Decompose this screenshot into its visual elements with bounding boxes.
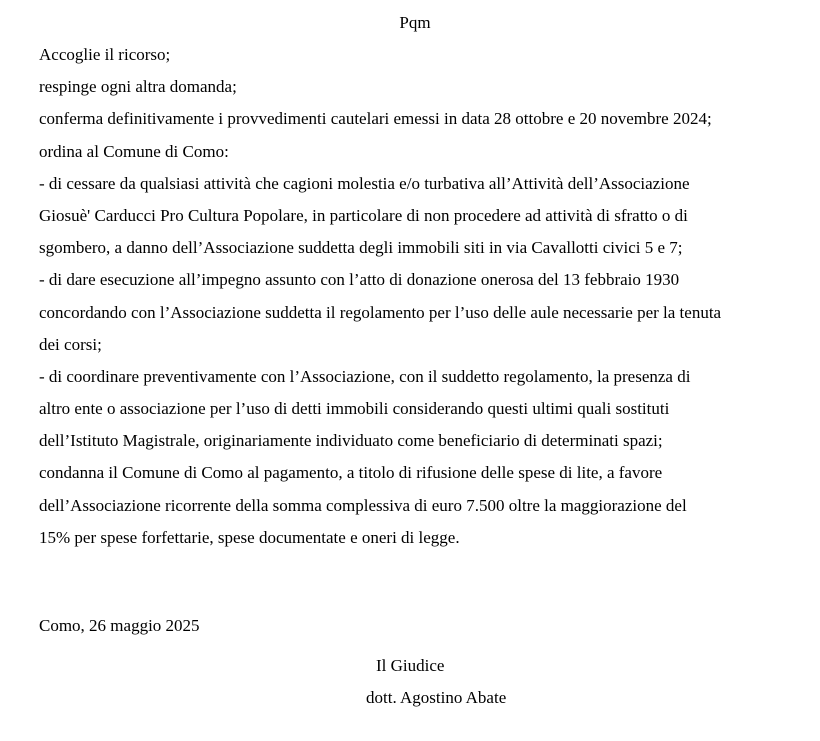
body-line: sgombero, a danno dell’Associazione suddetta degli immobili siti in via Cavallotti civici 5 e 7;: [39, 238, 683, 258]
body-line: - di cessare da qualsiasi attività che cagioni molestia e/o turbativa all’Attività dell’Associazione: [39, 173, 690, 193]
ruling-body: [39, 43, 809, 558]
place-date: Como, 26 maggio 2025: [39, 616, 200, 635]
body-line: conferma definitivamente i provvedimenti cautelari emessi in data 28 ottobre e 20 novembre 2024;: [39, 109, 712, 129]
body-line: ordina al Comune di Como:: [39, 141, 229, 161]
body-line: dell’Istituto Magistrale, originariamente individuato come beneficiario di determinati spazi;: [39, 431, 663, 451]
body-line: concordando con l’Associazione suddetta il regolamento per l’uso delle aule necessarie per la tenuta: [39, 302, 722, 322]
signature-name: dott. Agostino Abate: [366, 688, 507, 707]
body-line: - di dare esecuzione all’impegno assunto con l’atto di donazione onerosa del 13 febbraio 1930: [39, 270, 680, 290]
body-line: dell’Associazione ricorrente della somma complessiva di euro 7.500 oltre la maggiorazione del: [39, 495, 687, 515]
body-line: altro ente o associazione per l’uso di detti immobili considerando questi ultimi quali sostituti: [39, 399, 670, 419]
section-heading: Pqm: [399, 13, 431, 32]
body-line: condanna il Comune di Como al pagamento, a titolo di rifusione delle spese di lite, a favore: [39, 463, 663, 483]
body-line: respinge ogni altra domanda;: [39, 77, 237, 97]
body-line: dei corsi;: [39, 334, 102, 354]
body-line: Accoglie il ricorso;: [39, 45, 171, 64]
body-line: 15% per spese forfettarie, spese documentate e oneri di legge.: [39, 527, 460, 547]
body-line: Giosuè' Carducci Pro Cultura Popolare, in particolare di non procedere ad attività di sfratto o di: [39, 205, 688, 225]
body-line: - di coordinare preventivamente con l’Associazione, con il suddetto regolamento, la presenza di: [39, 366, 691, 386]
signature-title: Il Giudice: [376, 656, 445, 675]
